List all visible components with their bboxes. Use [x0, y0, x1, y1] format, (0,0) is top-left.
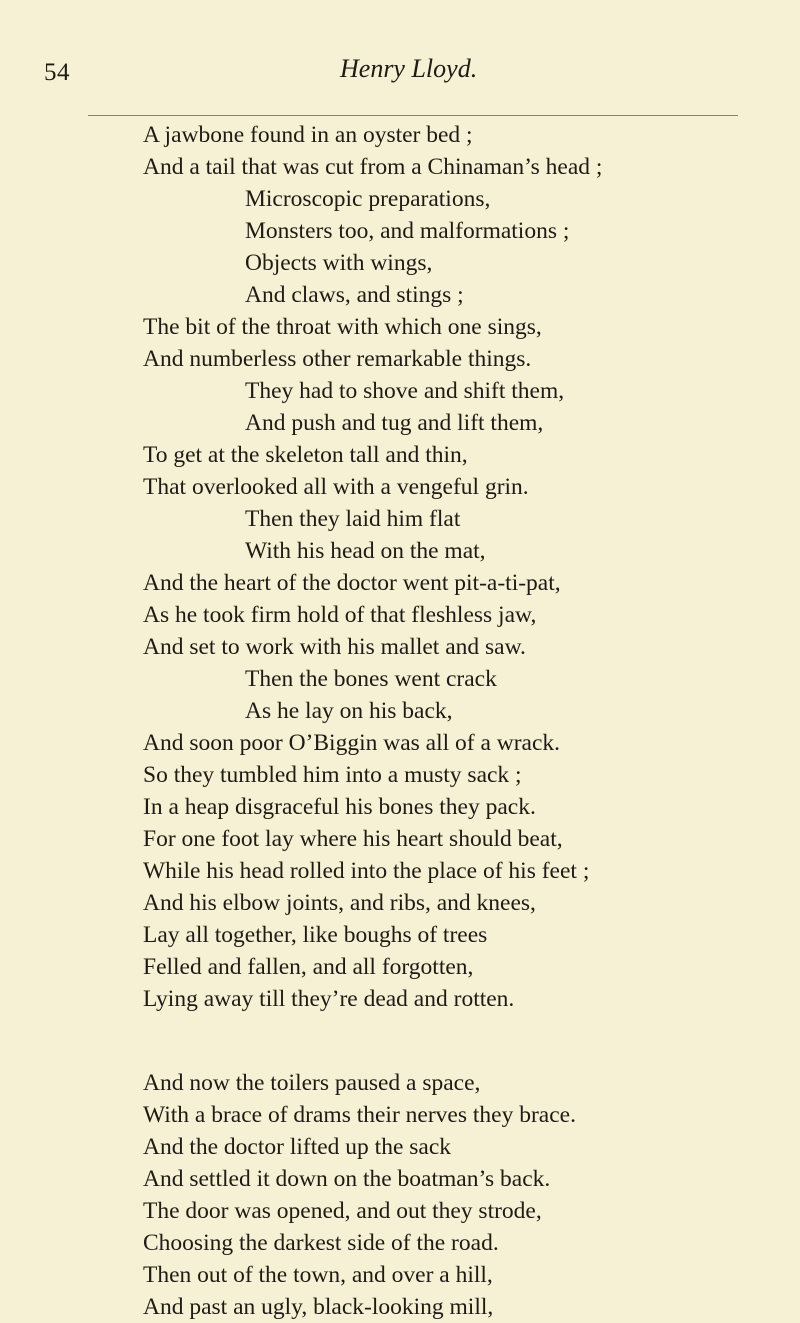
poem-line: Lay all together, like boughs of trees: [143, 922, 488, 948]
poem-line: And claws, and stings ;: [245, 282, 464, 308]
poem-line: Then they laid him flat: [245, 506, 461, 532]
stanza-break: [143, 1015, 793, 1067]
poem-line: And settled it down on the boatman’s back.: [143, 1166, 551, 1192]
poem-line: Microscopic preparations,: [245, 186, 491, 212]
poem-line: And push and tug and lift them,: [245, 410, 544, 436]
stanza: [143, 119, 793, 1015]
poem-line: And past an ugly, black-looking mill,: [143, 1294, 494, 1320]
poem-line: And set to work with his mallet and saw.: [143, 634, 526, 660]
poem-line: A jawbone found in an oyster bed ;: [143, 122, 473, 148]
poem-line: As he lay on his back,: [245, 698, 453, 724]
poem-line: To get at the skeleton tall and thin,: [143, 442, 468, 468]
poem-line: That overlooked all with a vengeful grin.: [143, 474, 529, 500]
stanza: [143, 1067, 793, 1323]
poem-line: Felled and fallen, and all forgotten,: [143, 954, 474, 980]
poem-line: And the doctor lifted up the sack: [143, 1134, 452, 1160]
poem-line: For one foot lay where his heart should beat,: [143, 826, 563, 852]
poem-line: Lying away till they’re dead and rotten.: [143, 986, 515, 1012]
poem-line: And the heart of the doctor went pit-a-ti-pat,: [143, 570, 561, 596]
poem-line: In a heap disgraceful his bones they pack.: [143, 794, 536, 820]
poem-line: While his head rolled into the place of his feet ;: [143, 858, 590, 884]
poem-line: Monsters too, and malformations ;: [245, 218, 570, 244]
page-number: 54: [44, 59, 70, 86]
poem-line: Objects with wings,: [245, 250, 433, 276]
poem-line: And numberless other remarkable things.: [143, 346, 532, 372]
running-head: Henry Lloyd.: [340, 54, 478, 83]
poem-line: So they tumbled him into a musty sack ;: [143, 762, 522, 788]
poem-line: With a brace of drams their nerves they brace.: [143, 1102, 576, 1128]
poem-line: Choosing the darkest side of the road.: [143, 1230, 499, 1256]
poem-line: And now the toilers paused a space,: [143, 1070, 481, 1096]
poem-line: They had to shove and shift them,: [245, 378, 565, 404]
poem-body: [143, 119, 793, 1323]
poem-line: And his elbow joints, and ribs, and knees,: [143, 890, 536, 916]
poem-line: With his head on the mat,: [245, 538, 486, 564]
poem-line: Then the bones went crack: [245, 666, 497, 692]
poem-line: The door was opened, and out they strode,: [143, 1198, 542, 1224]
poem-line: And a tail that was cut from a Chinaman’s head ;: [143, 154, 603, 180]
poem-line: As he took firm hold of that fleshless jaw,: [143, 602, 537, 628]
poem-line: The bit of the throat with which one sings,: [143, 314, 542, 340]
header-rule: [88, 115, 738, 116]
poem-line: And soon poor O’Biggin was all of a wrack.: [143, 730, 561, 756]
poem-line: Then out of the town, and over a hill,: [143, 1262, 493, 1288]
